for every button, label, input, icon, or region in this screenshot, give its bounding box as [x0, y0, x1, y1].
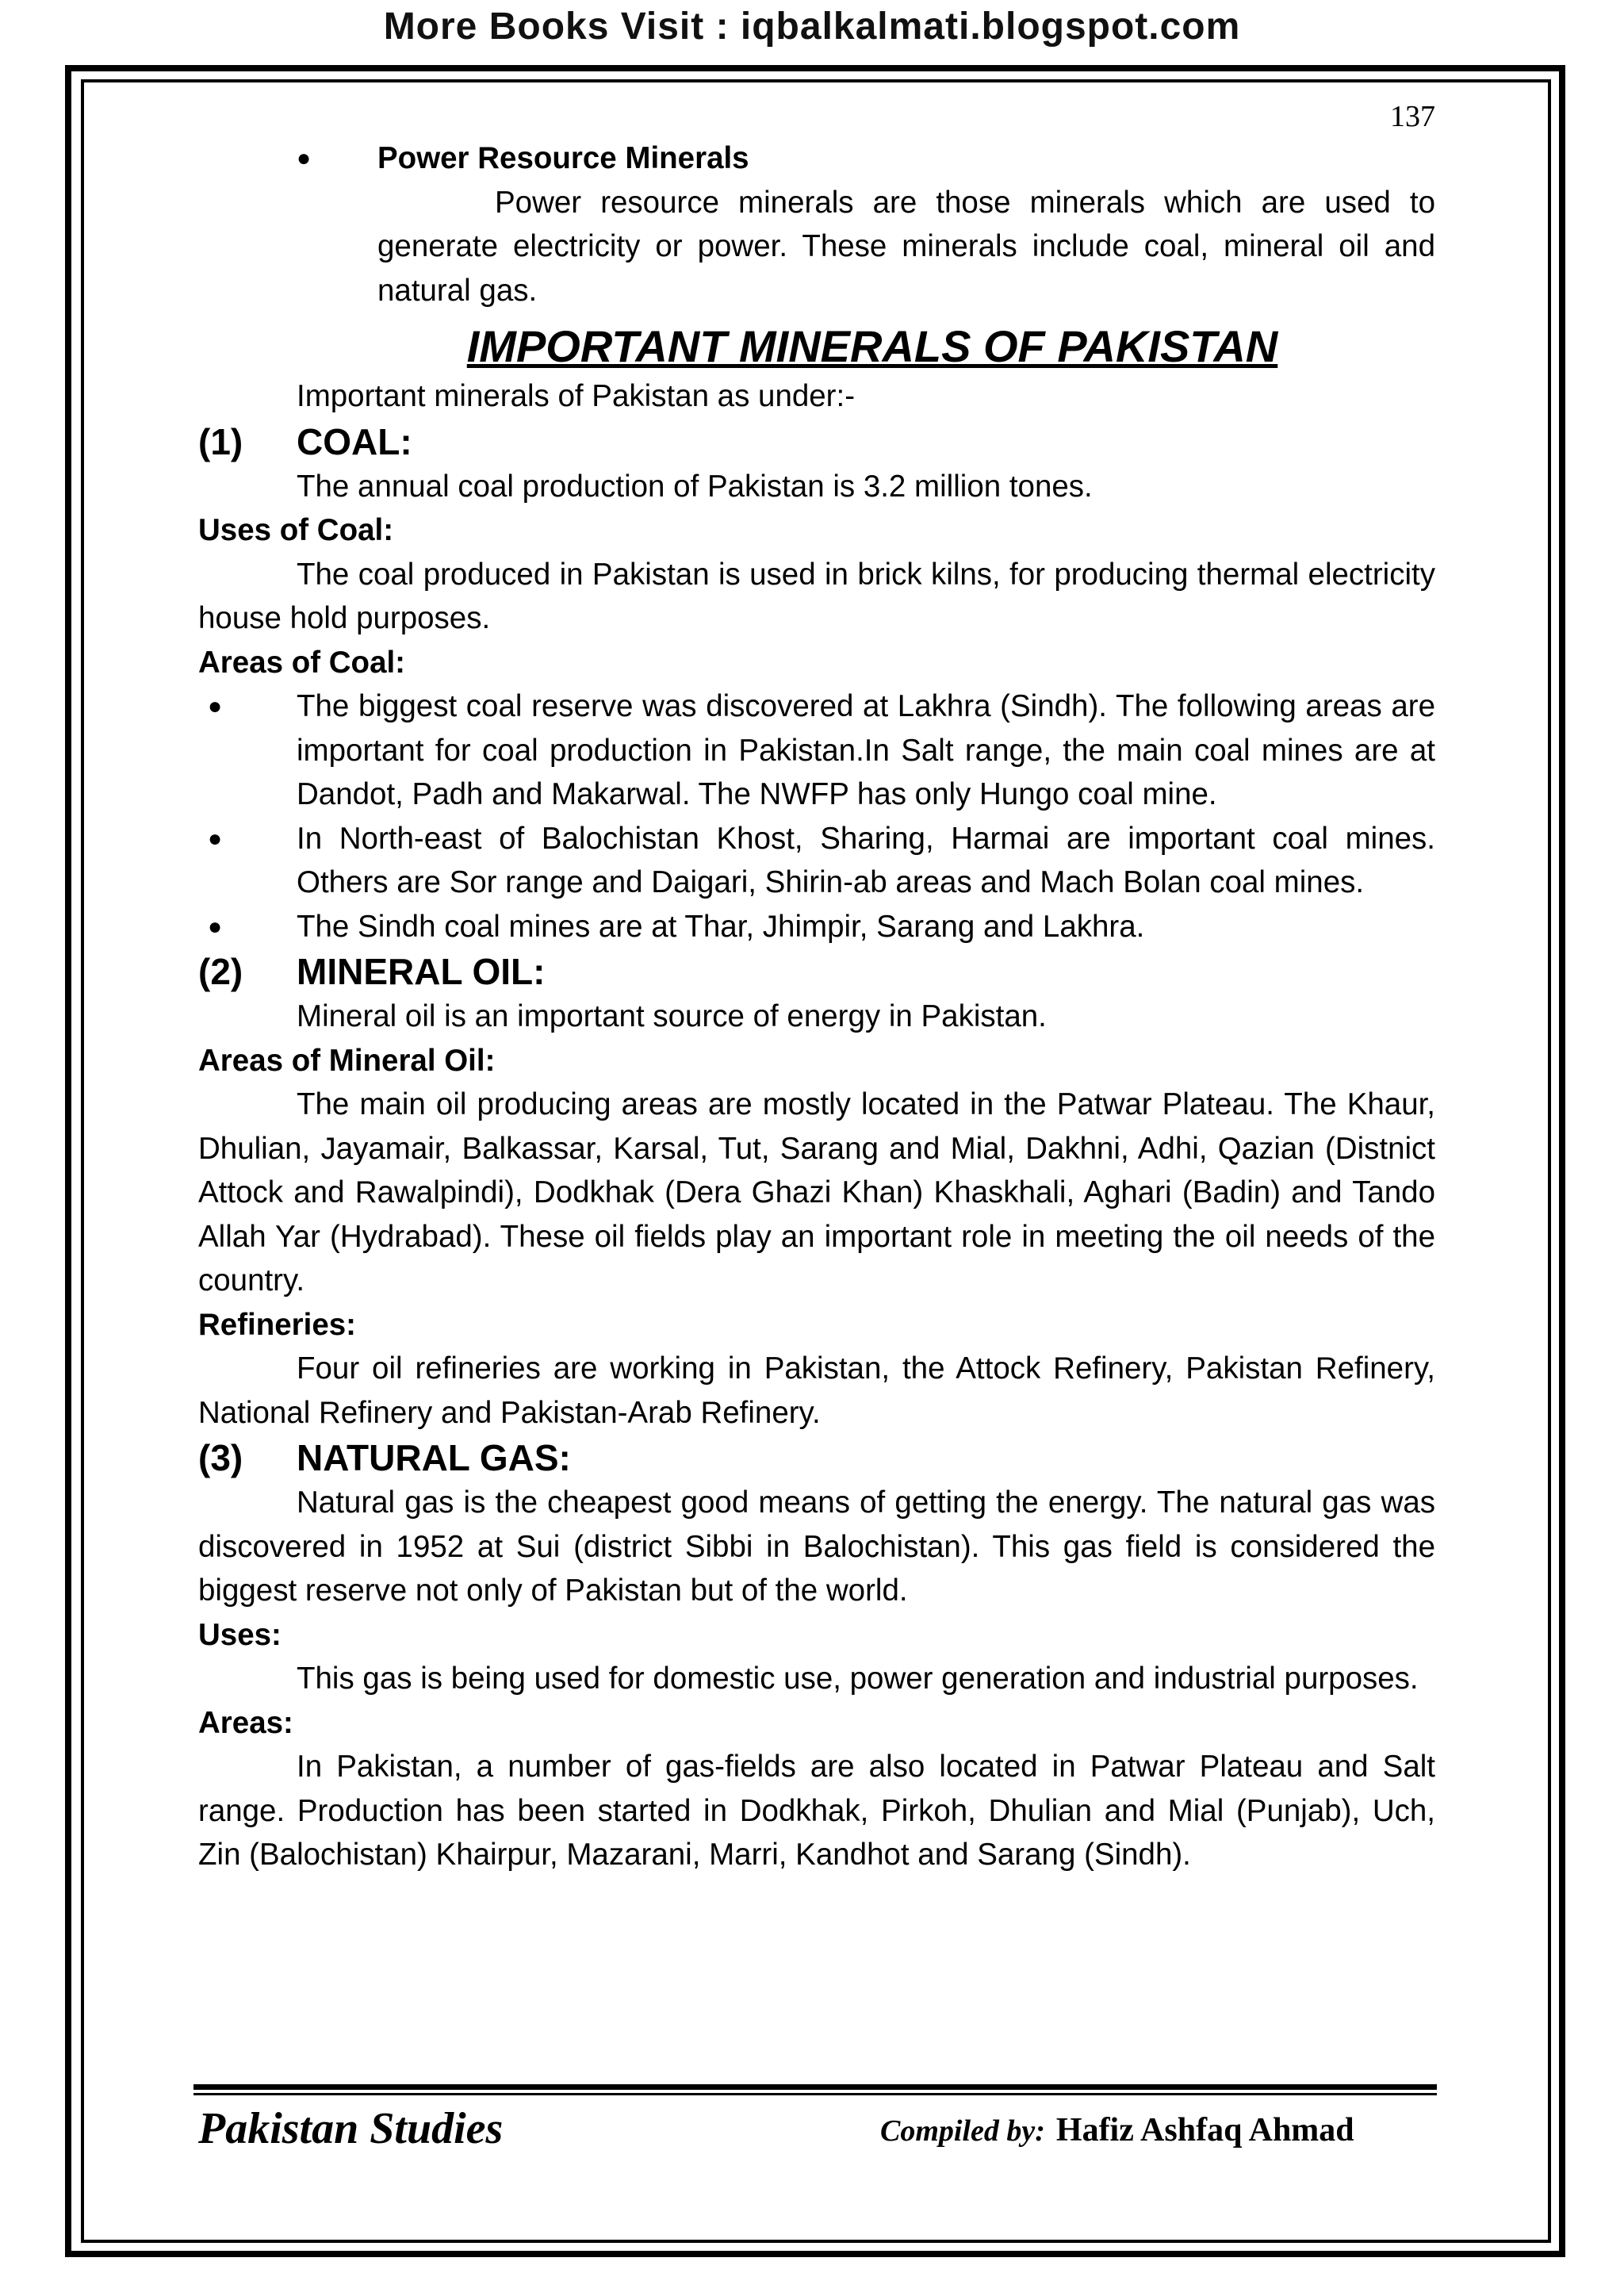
- coal-text: The annual coal production of Pakistan is 3.2 million tones.: [297, 469, 1093, 504]
- refineries-text: Four oil refineries are working in Pakistan, the Attock Refinery, Pakistan Refinery, National Refinery and Pakistan-Arab Refinery.: [198, 1351, 1435, 1430]
- section-oil-heading: [198, 949, 1435, 995]
- section-number: (3): [198, 1437, 243, 1478]
- coal-area-text: In North-east of Balochistan Khost, Sharing, Harmai are important coal mines. Others are Sor range and Daigari, Shirin-ab areas and Mach Bolan coal mines.: [297, 821, 1435, 899]
- main-title: IMPORTANT MINERALS OF PAKISTAN: [466, 321, 1278, 371]
- list-item: [198, 817, 1435, 905]
- bullet-icon: ●: [208, 913, 223, 940]
- gas-uses-text: This gas is being used for domestic use, power generation and industrial purposes.: [297, 1662, 1419, 1696]
- gas-areas-heading: Areas:: [198, 1705, 293, 1740]
- coal-areas-heading: Areas of Coal:: [198, 645, 406, 680]
- author-name: Hafiz Ashfaq Ahmad: [1055, 2112, 1354, 2148]
- refineries-heading: Refineries:: [198, 1307, 356, 1342]
- list-item: [198, 684, 1435, 817]
- power-minerals-text: Power resource minerals are those minerals which are used to generate electricity or power. These minerals include coal, mineral oil and natural gas.: [377, 185, 1435, 308]
- section-title: NATURAL GAS:: [297, 1437, 571, 1478]
- power-minerals-heading: Power Resource Minerals: [377, 141, 749, 175]
- section-gas-heading: [198, 1435, 1435, 1481]
- page-content: [198, 95, 1435, 1877]
- bullet-icon: ●: [297, 145, 312, 171]
- bullet-icon: ●: [208, 825, 223, 852]
- oil-areas-heading: Areas of Mineral Oil:: [198, 1043, 496, 1078]
- section-number: (1): [198, 420, 243, 462]
- coal-uses-text: The coal produced in Pakistan is used in brick kilns, for producing thermal electricity house hold purposes.: [198, 557, 1435, 635]
- power-minerals-item: [297, 136, 1435, 181]
- coal-area-text: The biggest coal reserve was discovered at Lakhra (Sindh). The following areas are important for coal production in Pakistan.In Salt range, the main coal mines are at Dandot, Padh and Makarwal. The NWFP has only Hungo coal mine.: [297, 689, 1435, 811]
- oil-areas-text: The main oil producing areas are mostly located in the Patwar Plateau. The Khaur, Dhulian, Jayamair, Balkassar, Karsal, Tut, Sarang and Mial, Dakhni, Adhi, Qazian (Distnict Attock and Rawalpindi), Dodkhak (Dera Ghazi Khan) Khaskhali, Aghari (Badin) and Tando Allah Yar (Hydrabad). These oil fields play an important role in meeting the oil needs of the country.: [198, 1087, 1435, 1297]
- section-title: COAL:: [297, 420, 412, 462]
- gas-text: Natural gas is the cheapest good means of getting the energy. The natural gas was discovered in 1952 at Sui (district Sibbi in Balochistan). This gas field is considered the biggest reserve not only of Pakistan but of the world.: [198, 1485, 1435, 1608]
- gas-uses-heading: Uses:: [198, 1617, 282, 1652]
- section-coal-heading: [198, 419, 1435, 465]
- oil-text: Mineral oil is an important source of energy in Pakistan.: [297, 999, 1047, 1033]
- compiled-by-label: Compiled by:: [880, 2114, 1045, 2148]
- bullet-icon: ●: [208, 693, 223, 719]
- page-number: 137: [1390, 100, 1435, 133]
- footer-credit: [880, 2111, 1354, 2149]
- coal-area-text: The Sindh coal mines are at Thar, Jhimpir, Sarang and Lakhra.: [297, 909, 1145, 944]
- gas-areas-text: In Pakistan, a number of gas-fields are also located in Patwar Plateau and Salt range. Production has been started in Dodkhak, Pirkoh, Dhulian and Mial (Punjab), Uch, Zin (Balochistan) Khairpur, Mazarani, Marri, Kandhot and Sarang (Sindh).: [198, 1750, 1435, 1872]
- footer-rule: [193, 2084, 1437, 2095]
- site-banner: More Books Visit : iqbalkalmati.blogspot.com: [383, 6, 1241, 48]
- list-item: [198, 905, 1435, 949]
- coal-uses-heading: Uses of Coal:: [198, 513, 394, 547]
- footer-book-title: Pakistan Studies: [198, 2104, 504, 2153]
- intro-text: Important minerals of Pakistan as under:-: [297, 379, 856, 413]
- section-number: (2): [198, 951, 243, 992]
- section-title: MINERAL OIL:: [297, 951, 546, 992]
